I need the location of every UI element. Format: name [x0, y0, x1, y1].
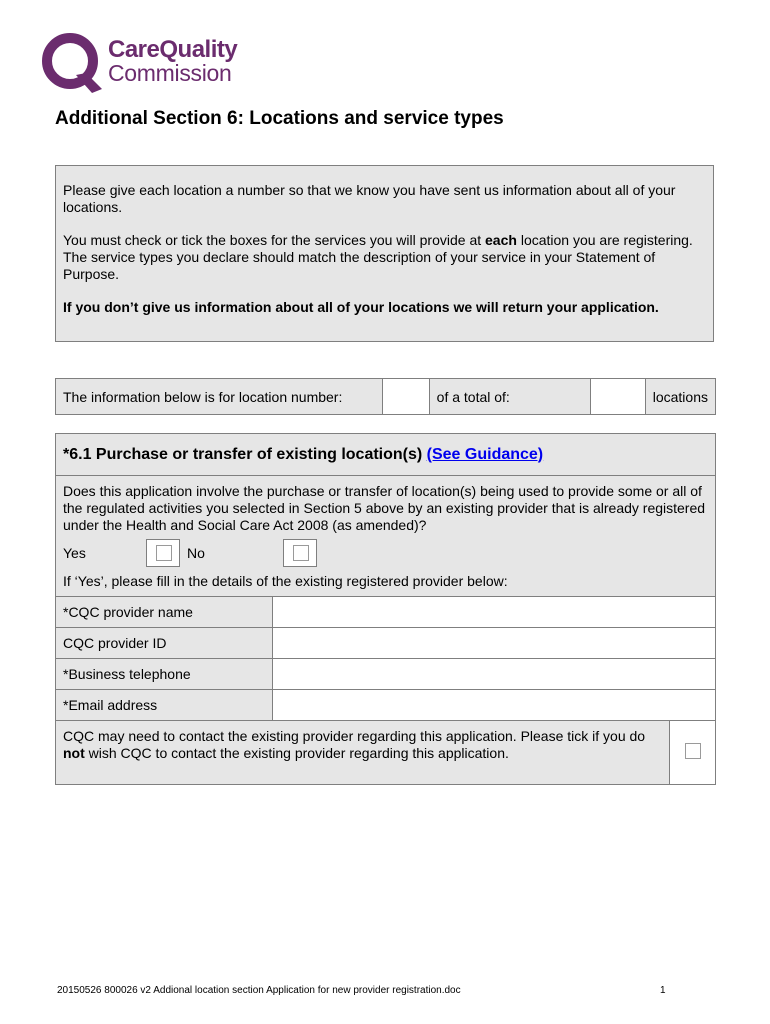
- purchase-question: Does this application involve the purchase or transfer of location(s) being used to provide some or all of the regulated activities you selected in Section 5 above by an existing provider that is already registered under the Health and Social Care Act 2008 (as amended)?: [63, 483, 706, 533]
- footer-document-name: 20150526 800026 v2 Addional location section Application for new provider registration.doc: [57, 985, 461, 996]
- do-not-contact-checkbox[interactable]: [670, 721, 716, 785]
- purchase-question-cell: [56, 476, 716, 597]
- email-address-label: *Email address: [56, 690, 273, 721]
- yes-checkbox[interactable]: [146, 539, 180, 567]
- contact-consent-text: [56, 721, 670, 785]
- provider-id-row: [56, 628, 716, 659]
- provider-name-row: [56, 597, 716, 628]
- cqc-logo-icon: [40, 31, 106, 97]
- intro-p2-bold: each: [485, 232, 517, 248]
- email-address-input[interactable]: [273, 690, 716, 721]
- do-not-contact-tick[interactable]: [685, 743, 701, 759]
- provider-name-label: *CQC provider name: [56, 597, 273, 628]
- total-locations-input[interactable]: [591, 379, 646, 415]
- email-address-row: [56, 690, 716, 721]
- location-number-table: [55, 378, 716, 415]
- intro-paragraph-3: [63, 299, 706, 316]
- contact-text-bold: not: [63, 745, 85, 761]
- section-6-1-heading: [56, 434, 716, 476]
- provider-id-label: CQC provider ID: [56, 628, 273, 659]
- locations-label: locations: [645, 379, 715, 415]
- provider-name-input[interactable]: [273, 597, 716, 628]
- provider-id-input[interactable]: [273, 628, 716, 659]
- location-number-label: The information below is for location number:: [56, 379, 383, 415]
- intro-box: [55, 165, 714, 342]
- page-title: Additional Section 6: Locations and service types: [55, 108, 504, 129]
- no-checkbox[interactable]: [283, 539, 317, 567]
- intro-paragraph-2: [63, 232, 706, 283]
- if-yes-instruction: If ‘Yes’, please fill in the details of the existing registered provider below:: [63, 573, 508, 589]
- section-6-1-table: [55, 433, 716, 785]
- business-telephone-input[interactable]: [273, 659, 716, 690]
- footer-page-number: 1: [660, 985, 666, 996]
- contact-text-start: CQC may need to contact the existing provider regarding this application. Please tick if you do: [63, 728, 646, 744]
- intro-paragraph-1: Please give each location a number so that we know you have sent us information about all of your locations.: [63, 182, 676, 215]
- intro-p2-end: location you are registering. The service types you declare should match the description of your service in your Statement of Purpose.: [63, 232, 693, 282]
- business-telephone-label: *Business telephone: [56, 659, 273, 690]
- see-guidance-link[interactable]: (See Guidance): [426, 445, 544, 463]
- total-label: of a total of:: [429, 379, 591, 415]
- yes-no-row: [63, 539, 708, 567]
- logo-text-commission: Commission: [108, 60, 232, 86]
- contact-text-end: wish CQC to contact the existing provider regarding this application.: [84, 745, 509, 761]
- business-telephone-row: [56, 659, 716, 690]
- intro-p2-start: You must check or tick the boxes for the services you will provide at: [63, 232, 486, 248]
- yes-label: Yes: [63, 544, 86, 561]
- logo-text-carequality: CareQuality: [108, 36, 238, 63]
- section-heading-text: *6.1 Purchase or transfer of existing location(s): [63, 445, 427, 463]
- no-label: No: [187, 544, 205, 561]
- location-number-input[interactable]: [383, 379, 430, 415]
- intro-warning: If you don’t give us information about all of your locations we will return your application.: [63, 299, 659, 315]
- contact-consent-row: [56, 721, 716, 785]
